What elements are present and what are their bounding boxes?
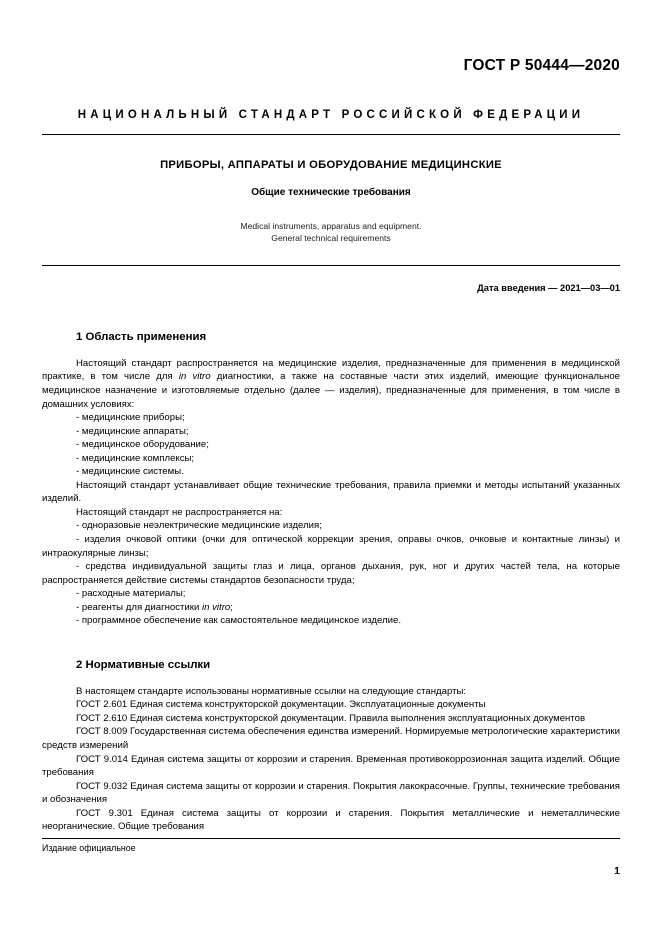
footer-divider: [42, 838, 620, 839]
list-item: - медицинские аппараты;: [76, 425, 189, 437]
list-item-italic: in vitro: [202, 601, 231, 613]
page-content: [42, 0, 620, 834]
section-1-list-2: [42, 519, 620, 627]
list-item: - медицинские приборы;: [76, 412, 185, 424]
section-1-para1-rest: диагностики, а также на составные части этих изделий, имеющие функциональное медицинское назначение и изготовляемые отдельно (далее — изделия), предназначенные для применения, в том числе в домашних условиях:: [42, 371, 620, 410]
reference-item: ГОСТ 2.601 Единая система конструкторской документации. Эксплуатационные документы: [76, 699, 486, 711]
national-standard-header: НАЦИОНАЛЬНЫЙ СТАНДАРТ РОССИЙСКОЙ ФЕДЕРАЦИИ: [77, 109, 585, 121]
list-item-text-post: ;: [230, 601, 233, 613]
title-english-line1: Medical instruments, apparatus and equipment.: [240, 221, 422, 231]
reference-item: ГОСТ 9.301 Единая система защиты от коррозии и старения. Покрытия металлические и неметаллические неорганические. Общие требования: [42, 807, 620, 833]
introduction-date: Дата введения — 2021—03—01: [477, 282, 620, 293]
section-1-para1-italic: in vitro: [178, 371, 211, 383]
list-item: - средства индивидуальной защиты глаз и лица, органов дыхания, рук, ног и других частей тела, на которые распространяется действие системы стандартов безопасности труда;: [42, 561, 620, 586]
divider-bottom: [42, 265, 620, 266]
section-2-body: [42, 685, 620, 834]
reference-item: ГОСТ 2.610 Единая система конструкторской документации. Правила выполнения эксплуатационных документов: [76, 712, 586, 724]
divider-top: [42, 134, 620, 135]
list-item: - расходные материалы;: [76, 588, 186, 600]
section-1-list-1: [42, 411, 620, 479]
page-number: 1: [614, 865, 620, 877]
official-edition-note: Издание официальное: [42, 843, 136, 853]
list-item: - изделия очковой оптики (очки для оптической коррекции зрения, оправы очков, очковые и контактные линзы) и интраокулярные линзы;: [42, 534, 620, 559]
reference-item: ГОСТ 9.032 Единая система защиты от коррозии и старения. Покрытия лакокрасочные. Группы, технические требования и обозначения: [42, 780, 620, 806]
reference-item: ГОСТ 8.009 Государственная система обеспечения единства измерений. Нормируемые метрологические характеристики средств измерений: [42, 726, 620, 752]
list-item: - медицинское оборудование;: [76, 439, 209, 451]
list-item: - медицинские комплексы;: [76, 452, 195, 464]
document-title: ПРИБОРЫ, АППАРАТЫ И ОБОРУДОВАНИЕ МЕДИЦИНСКИЕ: [160, 159, 502, 171]
document-subtitle: Общие технические требования: [251, 187, 411, 198]
reference-item: ГОСТ 9.014 Единая система защиты от коррозии и старения. Временная противокоррозионная защита изделий. Общие требования: [42, 753, 620, 779]
document-title-english: [42, 220, 620, 245]
section-1-paragraph-1: [42, 357, 620, 411]
section-1-para1-text: Настоящий стандарт распространяется на медицинские изделия, предназначенные для применения в медицинской практике, в том числе для: [42, 357, 620, 383]
section-1-paragraph-3: Настоящий стандарт не распространяется на:: [76, 506, 283, 518]
section-1-heading: 1 Область применения: [76, 330, 207, 343]
list-item-text-pre: - реагенты для диагностики: [76, 601, 202, 613]
list-item: - программное обеспечение как самостоятельное медицинское изделие.: [76, 615, 401, 627]
title-english-line2: General technical requirements: [271, 233, 391, 244]
list-item: [42, 601, 620, 615]
section-2-intro: В настоящем стандарте использованы нормативные ссылки на следующие стандарты:: [76, 685, 467, 697]
list-item: - одноразовые неэлектрические медицинские изделия;: [76, 520, 322, 532]
list-item: - медицинские системы.: [76, 466, 184, 478]
standard-number: ГОСТ Р 50444—2020: [463, 57, 620, 74]
section-1-paragraph-2: Настоящий стандарт устанавливает общие технические требования, правила приемки и методы испытаний указанных изделий.: [42, 479, 620, 505]
section-2-heading: 2 Нормативные ссылки: [76, 658, 211, 671]
